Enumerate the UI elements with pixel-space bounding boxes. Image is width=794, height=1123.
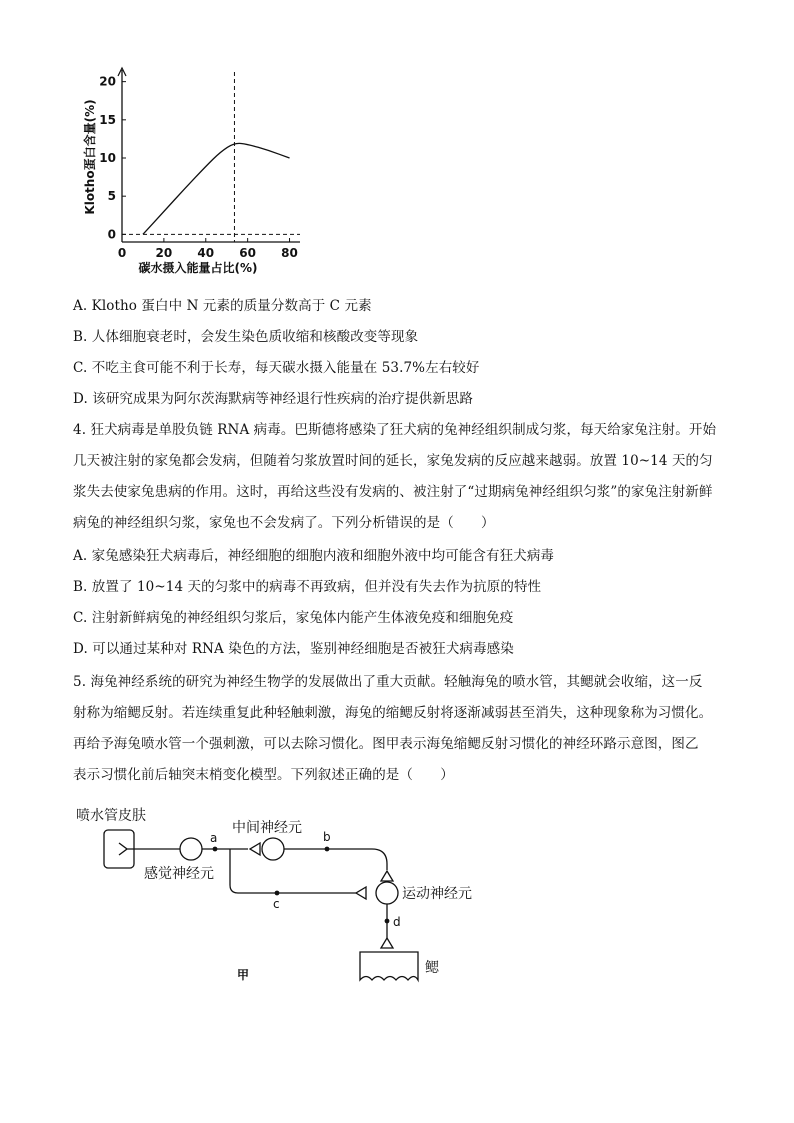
- q4-option-a: A. 家兔感染狂犬病毒后，神经细胞的细胞内液和细胞外液中均可能含有狂犬病毒: [73, 548, 555, 564]
- q3-option-a: A. Klotho 蛋白中 N 元素的质量分数高于 C 元素: [73, 298, 372, 314]
- q4-stem-line-4: 病兔的神经组织匀浆，家兔也不会发病了。下列分析错误的是（ ）: [73, 515, 495, 531]
- x-tick-label: 40: [197, 246, 215, 260]
- sensory-ending: [119, 843, 180, 855]
- chart-ylabel: Klotho蛋白含量(%): [83, 99, 97, 215]
- motor-neuron-label: 运动神经元: [402, 886, 472, 902]
- klotho-line-chart: [70, 62, 310, 282]
- chart-axes: [118, 68, 300, 242]
- point-a-label: a: [210, 831, 218, 845]
- gill-label: 鳃: [425, 960, 439, 976]
- interneuron-label: 中间神经元: [232, 820, 302, 836]
- q5-stem-line-3: 再给予海兔喷水管一个强刺激，可以去除习惯化。图甲表示海兔缩鳃反射习惯化的神经环路示意图，图乙: [73, 736, 699, 752]
- series-curve: [143, 143, 290, 234]
- point-c-label: c: [273, 897, 280, 911]
- q4-option-c: C. 注射新鲜病兔的神经组织匀浆后，家兔体内能产生体液免疫和细胞免疫: [73, 610, 514, 626]
- y-tick-label: 15: [99, 112, 116, 127]
- point-c-dot: [275, 891, 280, 896]
- x-tick-label: 60: [239, 246, 256, 260]
- y-tick-label: 5: [107, 189, 116, 204]
- x-tick-label: 0: [117, 246, 127, 260]
- skin-label: 喷水管皮肤: [76, 808, 146, 824]
- synapse-inter-to-motor: [381, 871, 393, 881]
- y-tick-label: 20: [99, 74, 116, 89]
- y-tick-label: 0: [107, 227, 116, 242]
- motor-neuron-soma: [376, 882, 398, 904]
- sensory-branch-to-motor: [230, 849, 356, 893]
- q4-option-d: D. 可以通过某种对 RNA 染色的方法，鉴别神经细胞是否被狂犬病毒感染: [73, 641, 514, 657]
- interneuron-axon: [284, 849, 387, 870]
- point-b-label: b: [323, 830, 331, 844]
- q3-option-b: B. 人体细胞衰老时，会发生染色质收缩和核酸改变等现象: [73, 329, 419, 345]
- synapse-to-gill: [381, 938, 393, 948]
- q5-stem-line-1: 5. 海兔神经系统的研究为神经生物学的发展做出了重大贡献。轻触海兔的喷水管，其鳃就会收缩，这一反: [73, 674, 703, 690]
- point-d-dot: [385, 919, 390, 924]
- x-tick-label: 80: [281, 246, 298, 260]
- q5-stem-line-4: 表示习惯化前后轴突末梢变化模型。下列叙述正确的是（ ）: [73, 767, 454, 783]
- x-tick-label: 20: [155, 246, 173, 260]
- synapse-to-interneuron: [230, 843, 260, 855]
- q4-stem-line-1: 4. 狂犬病毒是单股负链 RNA 病毒。巴斯德将感染了狂犬病的兔神经组织制成匀浆，每天给家兔注射。开始: [73, 422, 717, 438]
- sensory-neuron-soma: [180, 838, 202, 860]
- q4-option-b: B. 放置了 10~14 天的匀浆中的病毒不再致病，但并没有失去作为抗原的特性: [73, 579, 542, 595]
- point-b-dot: [325, 847, 330, 852]
- sensory-neuron-label: 感觉神经元: [144, 866, 214, 882]
- point-d-label: d: [393, 915, 401, 929]
- q5-stem-line-2: 射称为缩鳃反射。若连续重复此种轻触刺激，海兔的缩鳃反射将逐渐减弱甚至消失，这种现象称为习惯化。: [73, 705, 713, 721]
- q3-option-d: D. 该研究成果为阿尔茨海默病等神经退行性疾病的治疗提供新思路: [73, 391, 474, 407]
- chart-xlabel: 碳水摄入能量占比(%): [138, 261, 258, 275]
- y-tick-label: 10: [99, 151, 116, 165]
- interneuron-soma: [262, 838, 284, 860]
- q4-stem-line-2: 几天被注射的家兔都会发病，但随着匀浆放置时间的延长，家兔发病的反应越来越弱。放置 10~14 天的匀: [73, 453, 713, 469]
- q4-stem-line-3: 浆失去使家兔患病的作用。这时，再给这些没有发病的、被注射了“过期病兔神经组织匀浆”的家兔注射新鲜: [73, 484, 713, 500]
- figure-label-jia: 甲: [237, 968, 250, 982]
- synapse-sensory-to-motor: [356, 887, 366, 899]
- q3-option-c: C. 不吃主食可能不利于长寿，每天碳水摄入能量在 53.7%左右较好: [73, 360, 480, 376]
- chart-lines: [122, 72, 300, 242]
- gill-shape: [360, 952, 418, 980]
- neural-circuit-diagram: [60, 790, 500, 990]
- chart-ticks: [99, 75, 298, 260]
- point-a-dot: [213, 847, 218, 852]
